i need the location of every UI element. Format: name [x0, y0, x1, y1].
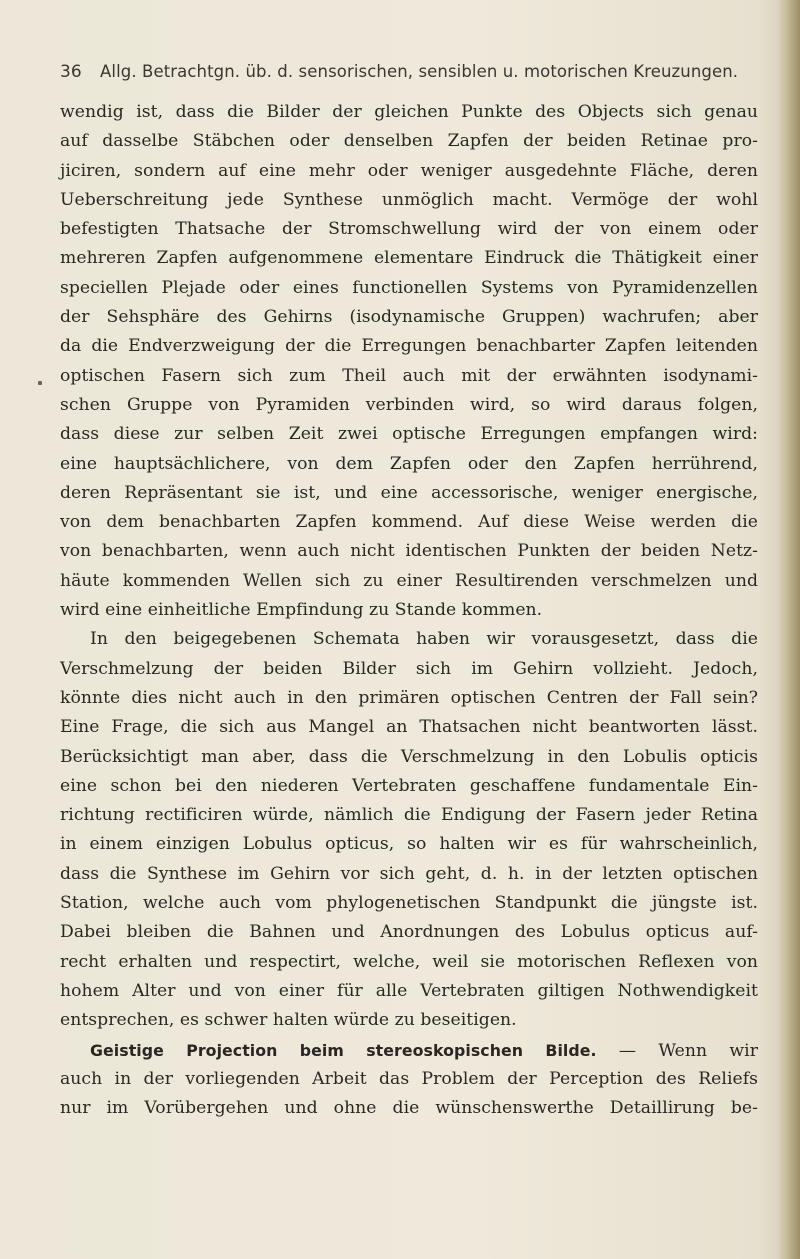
text-line: speciellen Plejade oder eines functionellen Systems von Pyramidenzellen — [60, 277, 758, 298]
text-line: recht erhalten und respectirt, welche, weil sie motorischen Reflexen von — [60, 951, 758, 972]
text-line: eine hauptsächlichere, von dem Zapfen oder den Zapfen herrührend, — [60, 453, 758, 474]
text-line: Station, welche auch vom phylogenetischen Standpunkt die jüngste ist. — [60, 893, 758, 914]
running-title: Allg. Betrachtgn. üb. d. sensorischen, sensiblen u. motorischen Kreuzungen. — [100, 62, 739, 81]
text-line: auf dasselbe Stäbchen oder denselben Zapfen der beiden Retinae pro- — [60, 131, 758, 152]
text-line: deren Repräsentant sie ist, und eine accessorische, weniger energische, — [60, 482, 758, 503]
paragraph-end-line: wird eine einheitliche Empfindung zu Stande kommen. — [60, 600, 543, 621]
text-line: auch in der vorliegenden Arbeit das Problem der Perception des Reliefs — [60, 1068, 758, 1089]
section-start-line — [60, 1036, 758, 1065]
running-header — [60, 62, 760, 82]
text-line: da die Endverzweigung der die Erregungen benachbarter Zapfen leitenden — [60, 336, 758, 357]
margin-mark — [38, 381, 42, 385]
paragraph-end-line: entsprechen, es schwer halten würde zu beseitigen. — [60, 1010, 517, 1031]
text-line: dass diese zur selben Zeit zwei optische Erregungen empfangen wird: — [60, 424, 758, 445]
text-line: in einem einzigen Lobulus opticus, so halten wir es für wahrscheinlich, — [60, 834, 758, 855]
text-line: Ueberschreitung jede Synthese unmöglich macht. Vermöge der wohl — [60, 189, 758, 210]
text-line: eine schon bei den niederen Vertebraten geschaffene fundamentale Ein- — [60, 775, 758, 796]
paragraph-start-line: In den beigegebenen Schemata haben wir vorausgesetzt, dass die — [90, 629, 758, 650]
text-line: Verschmelzung der beiden Bilder sich im Gehirn vollzieht. Jedoch, — [60, 658, 758, 679]
text-line: dass die Synthese im Gehirn vor sich geht, d. h. in der letzten optischen — [60, 863, 758, 884]
section-heading: Geistige Projection beim stereoskopischen Bilde. — [90, 1040, 597, 1060]
section-text-run: — Wenn wir — [618, 1040, 758, 1061]
text-line: befestigten Thatsache der Stromschwellung wird der von einem oder — [60, 219, 758, 240]
page-binding-edge — [778, 0, 800, 1259]
text-line: von dem benachbarten Zapfen kommend. Auf diese Weise werden die — [60, 512, 758, 533]
text-line: von benachbarten, wenn auch nicht identischen Punkten der beiden Netz- — [60, 541, 758, 562]
text-line: häute kommenden Wellen sich zu einer Resultirenden verschmelzen und — [60, 570, 758, 591]
text-line: der Sehsphäre des Gehirns (isodynamische Gruppen) wachrufen; aber — [60, 307, 758, 328]
text-line: hohem Alter und von einer für alle Vertebraten giltigen Nothwendigkeit — [60, 980, 758, 1001]
text-line: könnte dies nicht auch in den primären optischen Centren der Fall sein? — [60, 687, 758, 708]
text-line: Berücksichtigt man aber, dass die Verschmelzung in den Lobulis opticis — [60, 746, 758, 767]
body-text — [60, 98, 758, 1123]
text-line: jiciren, sondern auf eine mehr oder weniger ausgedehnte Fläche, deren — [60, 160, 758, 181]
text-line: richtung rectificiren würde, nämlich die Endigung der Fasern jeder Retina — [60, 805, 758, 826]
text-line: wendig ist, dass die Bilder der gleichen Punkte des Objects sich genau — [60, 102, 758, 122]
text-line: optischen Fasern sich zum Theil auch mit der erwähnten isodynami- — [60, 365, 758, 386]
page-number: 36 — [60, 62, 82, 82]
text-line: nur im Vorübergehen und ohne die wünschenswerthe Detaillirung be- — [60, 1098, 758, 1119]
text-line: Dabei bleiben die Bahnen und Anordnungen des Lobulus opticus auf- — [60, 922, 758, 943]
text-line: schen Gruppe von Pyramiden verbinden wird, so wird daraus folgen, — [60, 394, 758, 415]
text-line: Eine Frage, die sich aus Mangel an Thatsachen nicht beantworten lässt. — [60, 717, 758, 738]
text-line: mehreren Zapfen aufgenommene elementare Eindruck die Thätigkeit einer — [60, 248, 758, 269]
